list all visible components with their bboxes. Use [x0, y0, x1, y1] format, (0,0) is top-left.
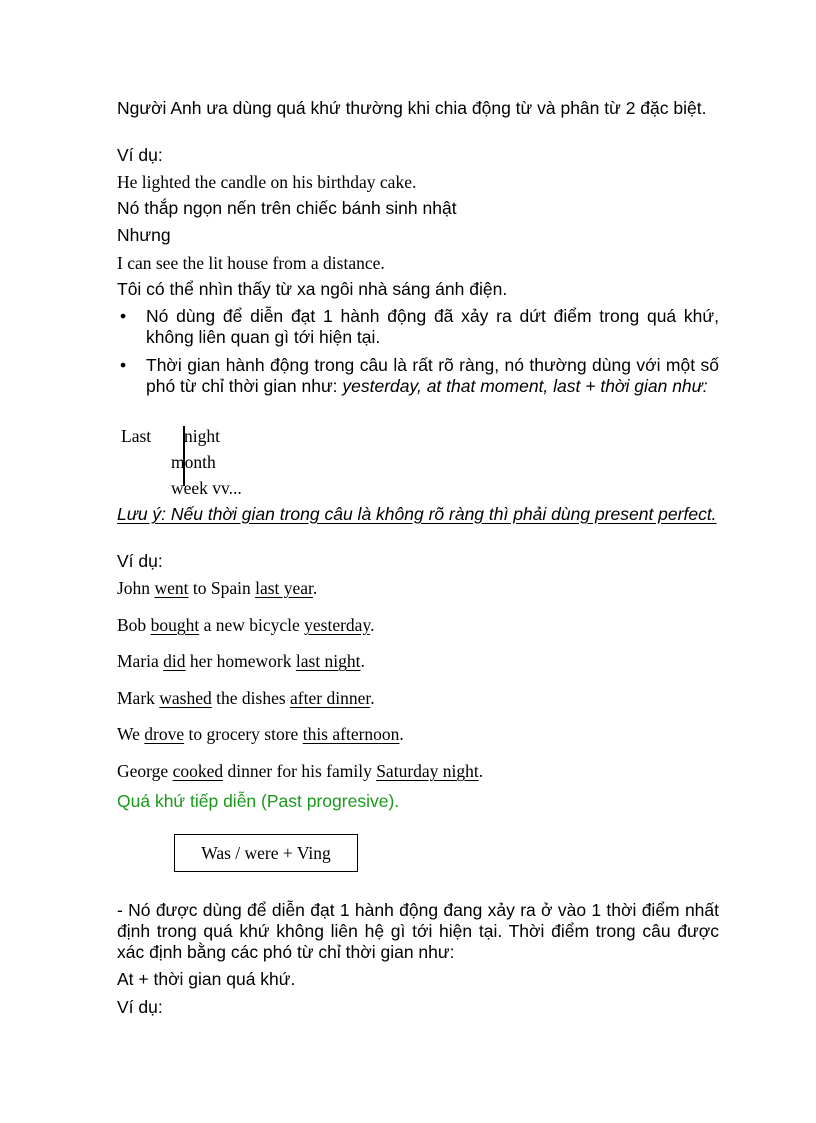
sentence-time: yesterday	[304, 615, 371, 635]
example-label-3: Ví dụ:	[117, 997, 163, 1017]
sentence-middle: to Spain	[188, 578, 256, 598]
sentence-subject: Mark	[117, 688, 160, 708]
formula-box	[174, 834, 358, 872]
example-vietnamese-1: Nó thắp ngọn nến trên chiếc bánh sinh nhật	[117, 198, 457, 218]
section-heading-past-progressive: Quá khứ tiếp diễn (Past progresive).	[117, 791, 400, 811]
intro-paragraph: Người Anh ưa dùng quá khứ thường khi chia động từ và phân từ 2 đặc biệt.	[117, 98, 707, 118]
example-sentence	[117, 651, 719, 672]
sentence-time: last year	[255, 578, 313, 598]
last-word: Last	[121, 426, 152, 446]
example-label: Ví dụ:	[117, 145, 163, 165]
sentence-subject: Bob	[117, 615, 151, 635]
sentence-verb: bought	[150, 615, 200, 635]
example-sentence	[117, 578, 719, 599]
sentence-subject: John	[117, 578, 155, 598]
bullet-dot-icon: •	[120, 306, 127, 326]
sentence-end: .	[478, 761, 484, 781]
sentence-middle: the dishes	[211, 688, 291, 708]
option-week: week vv...	[171, 478, 242, 498]
example-sentence	[117, 761, 719, 782]
example-vietnamese-2: Tôi có thể nhìn thấy từ xa ngôi nhà sáng ánh điện.	[117, 279, 508, 299]
example-label-2: Ví dụ:	[117, 551, 163, 571]
sentence-middle: dinner for his family	[223, 761, 377, 781]
sentence-subject: We	[117, 724, 145, 744]
bullet-text-2-italic: yesterday, at that moment, last + thời gian như:	[342, 376, 708, 396]
sentence-middle: a new bicycle	[199, 615, 305, 635]
sentence-end: .	[399, 724, 404, 744]
sentence-time: last night	[295, 651, 361, 671]
sentence-time: this afternoon	[302, 724, 400, 744]
bullet-text-2	[146, 355, 719, 397]
example-sentence	[117, 724, 719, 745]
bullet-text-2-plain: Thời gian hành động trong câu là rất rõ ràng, nó thường dùng với một số phó từ chỉ thời gian như:	[146, 355, 719, 396]
sentence-verb: went	[154, 578, 189, 598]
note-paragraph: Lưu ý: Nếu thời gian trong câu là không rõ ràng thì phải dùng present perfect.	[117, 504, 717, 524]
sentence-end: .	[370, 688, 375, 708]
example-english-1: He lighted the candle on his birthday cake.	[117, 172, 417, 192]
sentence-subject: George	[117, 761, 173, 781]
sentence-verb: washed	[159, 688, 212, 708]
example-sentence	[117, 688, 719, 709]
sentence-middle: to grocery store	[184, 724, 303, 744]
example-sentence	[117, 615, 719, 636]
bullet-dot-icon: •	[120, 355, 127, 375]
description-paragraph: - Nó được dùng để diễn đạt 1 hành động đang xảy ra ở vào 1 thời điểm nhất định trong quá khứ không liên hệ gì tới hiện tại. Thời điểm trong câu được xác định bằng các phó từ chỉ thời gian như:	[117, 900, 719, 962]
example-english-2: I can see the lit house from a distance.	[117, 253, 385, 273]
nhung-label: Nhưng	[117, 225, 171, 245]
sentence-subject: Maria	[117, 651, 164, 671]
formula-text: Was / were + Ving	[201, 842, 331, 863]
option-night: night	[184, 426, 220, 446]
bullet-text-1: Nó dùng để diễn đạt 1 hành động đã xảy ra dứt điểm trong quá khứ, không liên quan gì tới hiện tại.	[146, 306, 719, 347]
sentence-end: .	[312, 578, 318, 598]
sentence-end: .	[360, 651, 365, 671]
sentence-end: .	[370, 615, 375, 635]
sentence-verb: did	[163, 651, 186, 671]
sentence-time: after dinner	[290, 688, 371, 708]
option-month: month	[171, 452, 216, 472]
sentence-time: Saturday night	[376, 761, 479, 781]
sentence-verb: drove	[144, 724, 185, 744]
sentence-verb: cooked	[172, 761, 224, 781]
sentence-middle: her homework	[185, 651, 296, 671]
at-time-line: At + thời gian quá khứ.	[117, 969, 296, 989]
